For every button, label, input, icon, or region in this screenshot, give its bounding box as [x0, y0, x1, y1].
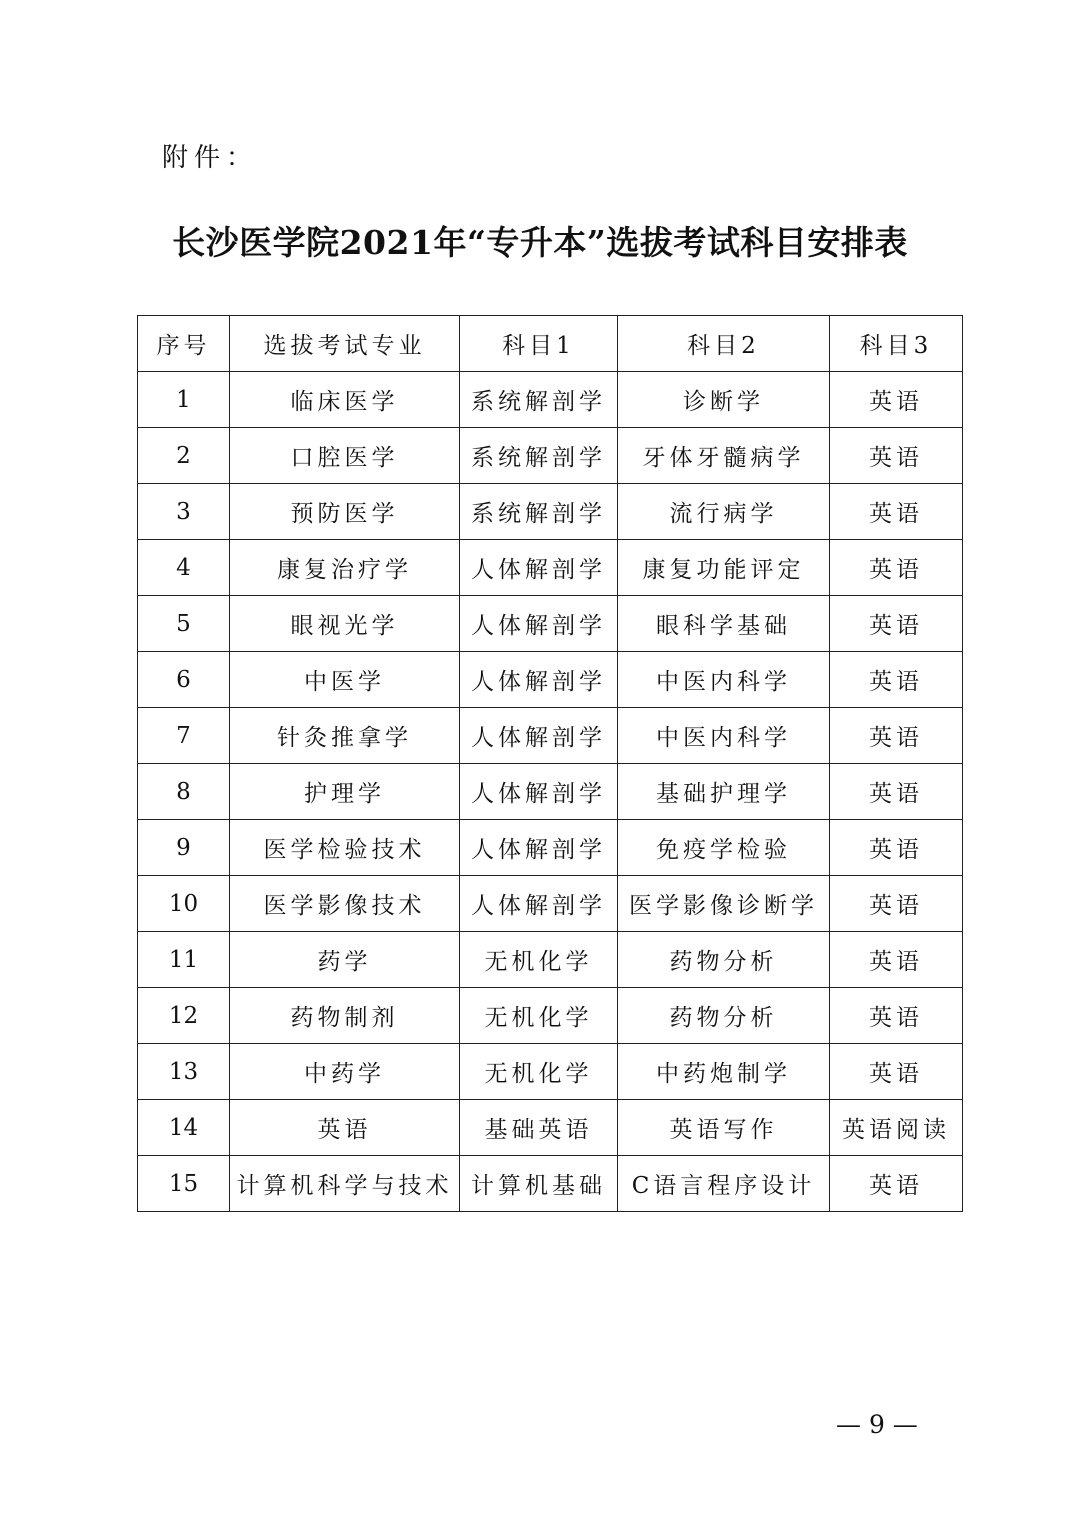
row-subject-2: 免疫学检验: [618, 820, 830, 876]
table-row: [138, 988, 963, 1044]
document-title: 长沙医学院2021年“专升本”选拔考试科目安排表: [172, 223, 908, 262]
row-subject-1: 系统解剖学: [460, 428, 618, 484]
row-major: 医学检验技术: [230, 820, 460, 876]
row-subject-2: 眼科学基础: [618, 596, 830, 652]
row-subject-3: 英语: [830, 428, 963, 484]
row-subject-1: 系统解剖学: [460, 484, 618, 540]
row-major: 康复治疗学: [230, 540, 460, 596]
row-subject-1: 人体解剖学: [460, 764, 618, 820]
row-major: 眼视光学: [230, 596, 460, 652]
row-serial-number: 10: [138, 876, 230, 932]
row-major: 口腔医学: [230, 428, 460, 484]
row-subject-2: 流行病学: [618, 484, 830, 540]
table-row: [138, 708, 963, 764]
row-subject-1: 人体解剖学: [460, 540, 618, 596]
table-row: [138, 876, 963, 932]
row-subject-3: 英语阅读: [830, 1100, 963, 1156]
row-serial-number: 7: [138, 708, 230, 764]
table-row: [138, 1156, 963, 1212]
row-serial-number: 4: [138, 540, 230, 596]
header-major: 选拔考试专业: [230, 316, 460, 372]
row-subject-2: 康复功能评定: [618, 540, 830, 596]
row-subject-3: 英语: [830, 820, 963, 876]
row-subject-3: 英语: [830, 708, 963, 764]
row-major: 药学: [230, 932, 460, 988]
row-subject-2: 中医内科学: [618, 652, 830, 708]
row-serial-number: 11: [138, 932, 230, 988]
header-subject-3: 科目3: [830, 316, 963, 372]
header-subject-2: 科目2: [618, 316, 830, 372]
table-row: [138, 652, 963, 708]
row-subject-3: 英语: [830, 932, 963, 988]
row-subject-3: 英语: [830, 764, 963, 820]
row-subject-3: 英语: [830, 484, 963, 540]
row-subject-2: 诊断学: [618, 372, 830, 428]
row-subject-3: 英语: [830, 876, 963, 932]
row-subject-2: 中医内科学: [618, 708, 830, 764]
row-subject-2: 医学影像诊断学: [618, 876, 830, 932]
table-row: [138, 372, 963, 428]
row-subject-1: 无机化学: [460, 932, 618, 988]
row-serial-number: 1: [138, 372, 230, 428]
table-row: [138, 540, 963, 596]
header-subject-1: 科目1: [460, 316, 618, 372]
row-serial-number: 8: [138, 764, 230, 820]
table-header-row: [138, 316, 963, 372]
row-subject-2: 牙体牙髓病学: [618, 428, 830, 484]
table-row: [138, 820, 963, 876]
row-serial-number: 9: [138, 820, 230, 876]
row-subject-2: 药物分析: [618, 988, 830, 1044]
row-serial-number: 6: [138, 652, 230, 708]
table-row: [138, 428, 963, 484]
table-row: [138, 932, 963, 988]
attachment-label: 附件：: [162, 143, 259, 173]
row-major: 针灸推拿学: [230, 708, 460, 764]
table-row: [138, 596, 963, 652]
row-subject-1: 人体解剖学: [460, 708, 618, 764]
table-row: [138, 764, 963, 820]
row-major: 预防医学: [230, 484, 460, 540]
row-subject-2: 英语写作: [618, 1100, 830, 1156]
row-serial-number: 15: [138, 1156, 230, 1212]
row-major: 英语: [230, 1100, 460, 1156]
row-serial-number: 2: [138, 428, 230, 484]
page-number: — 9 —: [836, 1410, 918, 1439]
row-subject-1: 人体解剖学: [460, 652, 618, 708]
row-subject-3: 英语: [830, 372, 963, 428]
row-serial-number: 12: [138, 988, 230, 1044]
row-serial-number: 5: [138, 596, 230, 652]
row-serial-number: 14: [138, 1100, 230, 1156]
row-serial-number: 3: [138, 484, 230, 540]
row-subject-3: 英语: [830, 1044, 963, 1100]
row-major: 中药学: [230, 1044, 460, 1100]
table-row: [138, 1044, 963, 1100]
header-serial-number: 序号: [138, 316, 230, 372]
row-subject-1: 计算机基础: [460, 1156, 618, 1212]
row-subject-1: 人体解剖学: [460, 876, 618, 932]
row-major: 中医学: [230, 652, 460, 708]
row-subject-3: 英语: [830, 988, 963, 1044]
row-subject-3: 英语: [830, 1156, 963, 1212]
row-subject-1: 无机化学: [460, 988, 618, 1044]
row-subject-1: 人体解剖学: [460, 596, 618, 652]
row-subject-3: 英语: [830, 652, 963, 708]
table-body: [138, 372, 963, 1212]
row-subject-3: 英语: [830, 540, 963, 596]
row-serial-number: 13: [138, 1044, 230, 1100]
row-subject-2: 药物分析: [618, 932, 830, 988]
row-subject-3: 英语: [830, 596, 963, 652]
row-subject-1: 系统解剖学: [460, 372, 618, 428]
row-major: 医学影像技术: [230, 876, 460, 932]
row-subject-1: 基础英语: [460, 1100, 618, 1156]
table-row: [138, 1100, 963, 1156]
row-subject-2: 基础护理学: [618, 764, 830, 820]
row-subject-1: 人体解剖学: [460, 820, 618, 876]
row-subject-2: C语言程序设计: [618, 1156, 830, 1212]
exam-schedule-table: [137, 315, 963, 1212]
table-row: [138, 484, 963, 540]
row-subject-2: 中药炮制学: [618, 1044, 830, 1100]
row-major: 计算机科学与技术: [230, 1156, 460, 1212]
row-major: 药物制剂: [230, 988, 460, 1044]
row-major: 临床医学: [230, 372, 460, 428]
row-major: 护理学: [230, 764, 460, 820]
row-subject-1: 无机化学: [460, 1044, 618, 1100]
